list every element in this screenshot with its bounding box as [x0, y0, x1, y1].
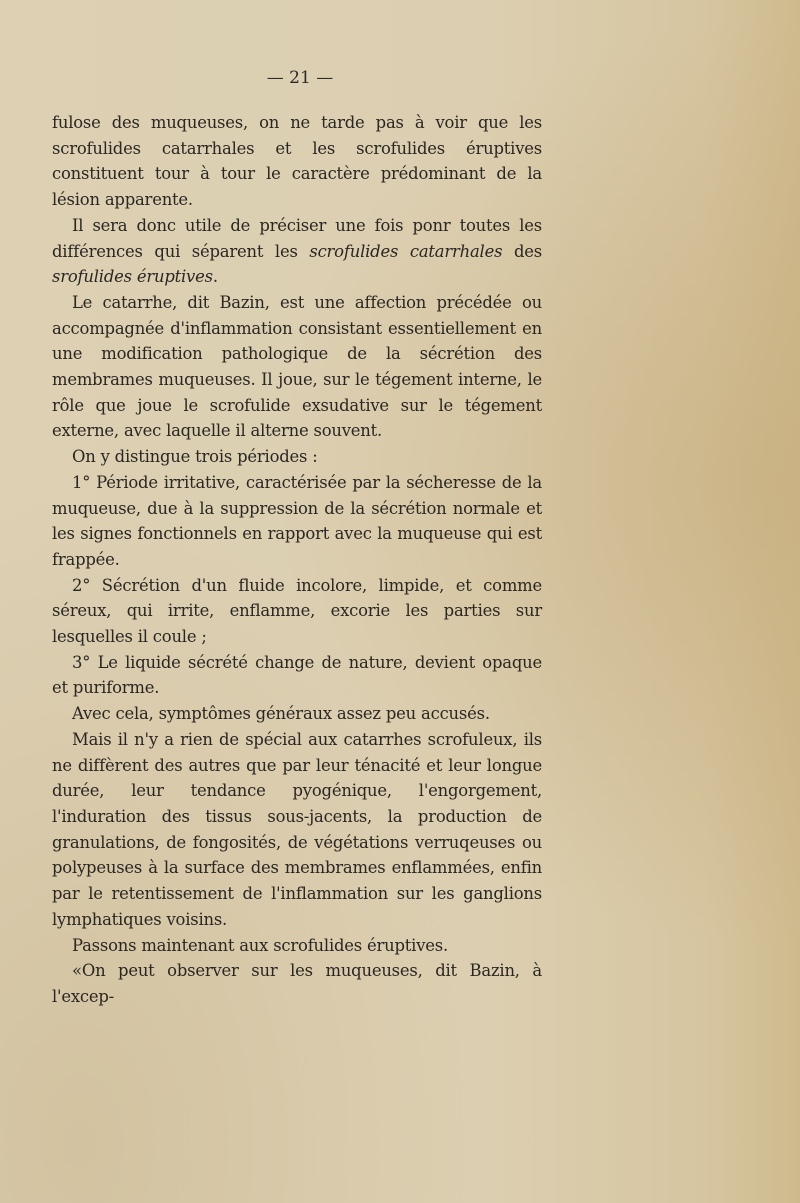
- text-segment: fulose des muqueuses, on ne tarde pas à voir que les scrofulides catarrhales et les scrofulides éruptives constituent tour à tour le caractère prédominant de la lésion apparente.: [52, 113, 542, 210]
- body-text: [52, 110, 542, 1010]
- text-segment: Il sera donc utile de préciser une fois ponr toutes les différences qui séparent les: [52, 215, 542, 261]
- paragraph: [52, 213, 542, 290]
- text-segment: «On peut observer sur les muqueuses, dit Bazin, à l'excep-: [52, 961, 542, 1006]
- paragraph: [52, 933, 542, 959]
- paragraph: [52, 290, 542, 444]
- text-segment: Passons maintenant aux scrofulides éruptives.: [72, 935, 449, 955]
- paragraph: [52, 444, 542, 470]
- italic-term: scrofulides catarrhales: [309, 241, 503, 261]
- paragraph: [52, 701, 542, 727]
- page-number: — 21 —: [266, 68, 334, 88]
- text-segment: 2° Sécrétion d'un fluide incolore, limpide, et comme séreux, qui irrite, enflamme, excorie les parties sur lesquelles il coule ;: [52, 575, 542, 647]
- text-segment: 1° Période irritative, caractérisée par la sécheresse de la muqueuse, due à la suppression de la sécrétion normale et les signes fonctionnels en rapport avec la muqueuse qui est frappée.: [52, 472, 542, 569]
- text-segment: Avec cela, symptômes généraux assez peu accusés.: [72, 704, 490, 724]
- text-segment: 3° Le liquide sécrété change de nature, devient opaque et puriforme.: [52, 652, 542, 698]
- text-segment: Mais il n'y a rien de spécial aux catarrhes scrofuleux, ils ne diffèrent des autres que par leur ténacité et leur longue durée, leur tendance pyogénique, l'engorgement, l'induration des tissus sous-jacents, la production de granulations, de fongosités, de végétations verruqeuses ou polypeuses à la surface des membrames enflammées, enfin par le retentissement de l'inflammation sur les ganglions lymphatiques voisins.: [52, 729, 542, 929]
- text-segment: Le catarrhe, dit Bazin, est une affection précédée ou accompagnée d'inflammation consistant essentiellement en une modification pathologique de la sécrétion des membrames muqueuses. Il joue, sur le tégement interne, le rôle que joue le scrofulide exsudative sur le tégement externe, avec laquelle il alterne souvent.: [52, 292, 542, 441]
- text-segment: On y distingue trois périodes :: [72, 447, 318, 467]
- paragraph: [52, 727, 542, 933]
- italic-term: srofulides éruptives: [52, 267, 213, 287]
- paragraph: [52, 573, 542, 650]
- paragraph: [52, 958, 542, 1009]
- paragraph: [52, 470, 542, 573]
- text-segment: .: [212, 267, 218, 287]
- paragraph: [52, 650, 542, 701]
- text-segment: des: [502, 241, 542, 261]
- paragraph: [52, 110, 542, 213]
